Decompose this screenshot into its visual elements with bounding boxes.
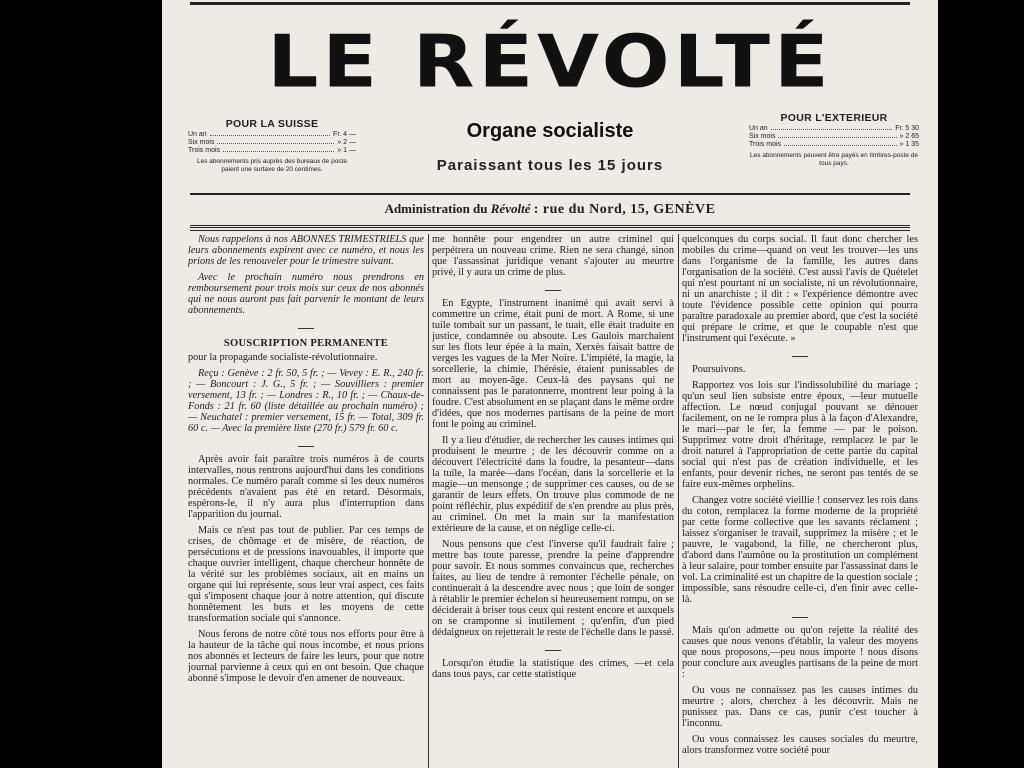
separator bbox=[682, 610, 918, 621]
paragraph: Poursuivons. bbox=[692, 364, 746, 375]
pane-note: Les abonnements peuvent être payés en timbres-poste de tous pays. bbox=[749, 152, 919, 167]
paragraph: me honnête pour engendrer un autre criminel qui perpétrera un nouveau crime. Rien ne sera changé, sinon que l'assassinat juridique venant s'ajouter au meurtre privé, il y aura un crime de plus. bbox=[432, 234, 674, 278]
paragraph: En Egypte, l'instrument inanimé qui avait servi à commettre un crime, était puni de mort. A Rome, si une tuile tombait sur un passant, le tuait, elle était traduite en justice, condamnée ou absoute. Les Gaulois marchaient sur les flots leur épée à la main, Xerxès faisait battre de verges les vagues de la Mer Noire. L'impiété, la magie, la sorcellerie, la chimie, l'hérésie, étaient punissables de mort au moyen-âge. Ceux-là des paysans qui ne connaissent pas le paratonnerre, montrent leur poing à la foudre. C'est absolument en se plaçant dans le même ordre d'idées, que nos modernes partisans de la peine de mort font le poing au criminel. bbox=[432, 298, 674, 430]
separator bbox=[432, 643, 674, 654]
price-row: Six mois » 2 — bbox=[188, 139, 356, 146]
section-subheading: pour la propagande socialiste-révolutionnaire. bbox=[188, 352, 378, 363]
paragraph: Mais ce n'est pas tout de publier. Par ces temps de crises, de chômage et de misère, de réaction, de persécutions et de pressions inavouables, il importe que chaque ouvrier intelligent, chaque chercheur honnête de la vérité sur les problèmes sociaux, ait en mains un organe qui lui représente, sous leur vrai aspect, ces faits qui s'imposent chaque jour à notre attention, qui discute honnêtement les buts et les moyens de cette transformation sociale qui s'annonce. bbox=[188, 525, 424, 624]
price-row: Trois mois » 1 — bbox=[188, 147, 356, 154]
separator bbox=[188, 439, 424, 450]
section-heading: SOUSCRIPTION PERMANENTE bbox=[223, 338, 389, 349]
price-row: Six mois » 2 65 bbox=[749, 133, 919, 140]
notice-paragraph-2: Avec le prochain numéro nous prendrons en remboursement pour trois mois sur ceux de nos abonnés qui ne nous auront pas fait parvenir le montant de leurs abonnements. bbox=[188, 272, 424, 316]
paragraph: Il y a lieu d'étudier, de rechercher les causes intimes qui produisent le meurtre ; de les découvrir comme on a découvert l'électricité dans la foudre, la pesanteur—dans la tuile, la marée—dans l'océan, dans la sorcellerie et la magie—un mensonge ; de supprimer ces causes, ou de se garantir de leurs effets. On trouve plus commode de ne point réfléchir, plus expéditif de s'en prendre au plus près, au criminel. On met la main sur la manifestation extérieure de la cause, et on néglige celle-ci. bbox=[432, 435, 674, 534]
column-2 bbox=[432, 234, 674, 768]
separator bbox=[682, 349, 918, 360]
paragraph: Lorsqu'on étudie la statistique des crimes, —et cela dans tous pays, car cette statistique bbox=[432, 658, 674, 680]
price-row: Un an Fr. 5 30 bbox=[749, 125, 919, 132]
column-3 bbox=[682, 234, 918, 768]
receipt-paragraph: Reçu : Genève : 2 fr. 50, 5 fr. ; — Vevey : E. R., 240 fr. ; — Boncourt : J. G., 5 fr. ; — Souvilliers : premier versement, 13 fr. ; — Londres : R., 10 fr. ; — Chaux-de-Fonds : 21 fr. 60 (liste détaillée au prochain numéro) ; — Neuchatel : premier versement, 15 fr. — Total, 309 fr. 60 c. — Avec la première liste (270 fr.) 579 fr. 60 c. bbox=[188, 368, 424, 434]
administration-line: Administration du Révolté : rue du Nord, 15, GENÈVE bbox=[384, 201, 716, 217]
paragraph: Ou vous ne connaissez pas les causes intimes du meurtre ; alors, cherchez à les découvrir. Mais ne punissez pas. Dans ce cas, punir c'est toucher à l'inconnu. bbox=[682, 685, 918, 729]
paragraph: Mais qu'on admette ou qu'on rejette la réalité des causes que nous venons d'établir, la valeur des moyens que nous proposons,—peu nous importe ! nous disons pour conclure aux aveugles partisans de la peine de mort : bbox=[682, 625, 918, 680]
pane-title: POUR LA SUISSE bbox=[225, 118, 319, 130]
paragraph: Après avoir fait paraître trois numéros à de courts intervalles, nous rentrons aujourd'hui dans les conditions normales. Ce numéro paraît comme si les deux numéros précédents n'avaient pas été en retard. Désormais, espérons-le, il n'y aura plus d'interruption dans l'apparition du journal. bbox=[188, 454, 424, 520]
masthead-title: LE RÉVOLTÉ bbox=[267, 19, 833, 104]
notice-paragraph: Nous rappelons à nos ABONNÉS TRIMESTRIELS que leurs abonnements expirent avec ce numéro, et nous les prions de les renouveler pour le trimestre suivant. bbox=[188, 234, 424, 267]
subtitle: Organe socialiste bbox=[466, 120, 634, 142]
frequency-line: Paraissant tous les 15 jours bbox=[436, 157, 664, 174]
paragraph: Nous ferons de notre côté tous nos efforts pour être à la hauteur de la tâche qui nous incombe, et nous prions nos abonnés et lecteurs de faire les leurs, pour que notre journal parvienne à ceux qui en ont besoin. Que chaque abonné s'impose le devoir d'en amener de nouveaux. bbox=[188, 629, 424, 684]
separator bbox=[188, 321, 424, 332]
column-1 bbox=[188, 234, 424, 768]
paragraph: Nous pensons que c'est l'inverse qu'il faudrait faire ; mettre bas toute paresse, prendre la peine d'apprendre pour savoir. Et nous sommes convaincus que, recherches faites, au lieu de tendre à remonter l'échelle pénale, on continuerait à la descendre avec nous ; que loin de songer à rétablir le premier échelon si heureusement rompu, on se déciderait à briser tous ceux qui restent encore et auxquels on se cramponne si inutilement ; qu'enfin, d'un pied dédaigneux on rejetterait le reste de l'échelle dans le passé. bbox=[432, 539, 674, 638]
paragraph: Ou vous connaissez les causes sociales du meurtre, alors transformez votre société pour bbox=[682, 734, 918, 756]
paragraph: Changez votre société vieillie ! conservez les rois dans du coton, remplacez la forme moderne de la propriété par cette forme collective que les savants réclament ; laissez s'organiser le travail, supprimez la misère ; et le pauvre, le vagabond, la fille, ne chercheront plus, d'abord dans l'aumône ou la prostitution un complément à leur salaire, pour tomber ensuite par l'assassinat dans le vol. La criminalité est un chapitre de la question sociale ; impossible, sans résoudre celle-ci, d'en finir avec celle-là. bbox=[682, 495, 918, 605]
newspaper-page bbox=[162, 0, 938, 768]
pane-note: Les abonnements pris auprès des bureaux de poste paient une surtaxe de 20 centimes. bbox=[197, 158, 347, 173]
top-rule bbox=[190, 2, 910, 5]
double-rule bbox=[190, 225, 910, 231]
pane-title: POUR L'EXTERIEUR bbox=[780, 112, 888, 124]
paragraph: quelconques du corps social. Il faut donc chercher les mobiles du crime—quand on veut les trouver—les uns dans l'organisme de la famille, les autres dans l'organisation de la société. C'est aussi l'avis de Quételet qui n'est pourtant ni un socialiste, ni un révolutionnaire, ni un anarchiste ; il dit : « l'expérience démontre avec toute l'évidence possible cette opinion qui pourra paraître paradoxale au premier abord, que c'est la société qui prépare le crime, et que le coupable n'est que l'instrument qui l'exécute. » bbox=[682, 234, 918, 344]
paragraph: Rapportez vos lois sur l'indissolubilité du mariage ; qu'un seul lien subsiste entre époux, —leur mutuelle affection. Le nœud conjugal pouvant se dénouer facilement, on ne le rompra plus à la façon d'Alexandre, le mari—par le fer, la femme — par le poison. Supprimez votre droit d'héritage, remplacez le par le droit naturel à l'appropriation de cette partie du capital social qui n'est pas de création individuelle, et les enfants, pour devenir riches, ne seront pas tentés de se faire eux-mêmes orphelins. bbox=[682, 380, 918, 490]
price-row: Un an Fr. 4 — bbox=[188, 131, 356, 138]
price-row: Trois mois » 1 35 bbox=[749, 141, 919, 148]
divider-rule bbox=[190, 193, 910, 195]
separator bbox=[432, 283, 674, 294]
column-rule bbox=[678, 234, 679, 768]
column-rule bbox=[428, 234, 429, 768]
